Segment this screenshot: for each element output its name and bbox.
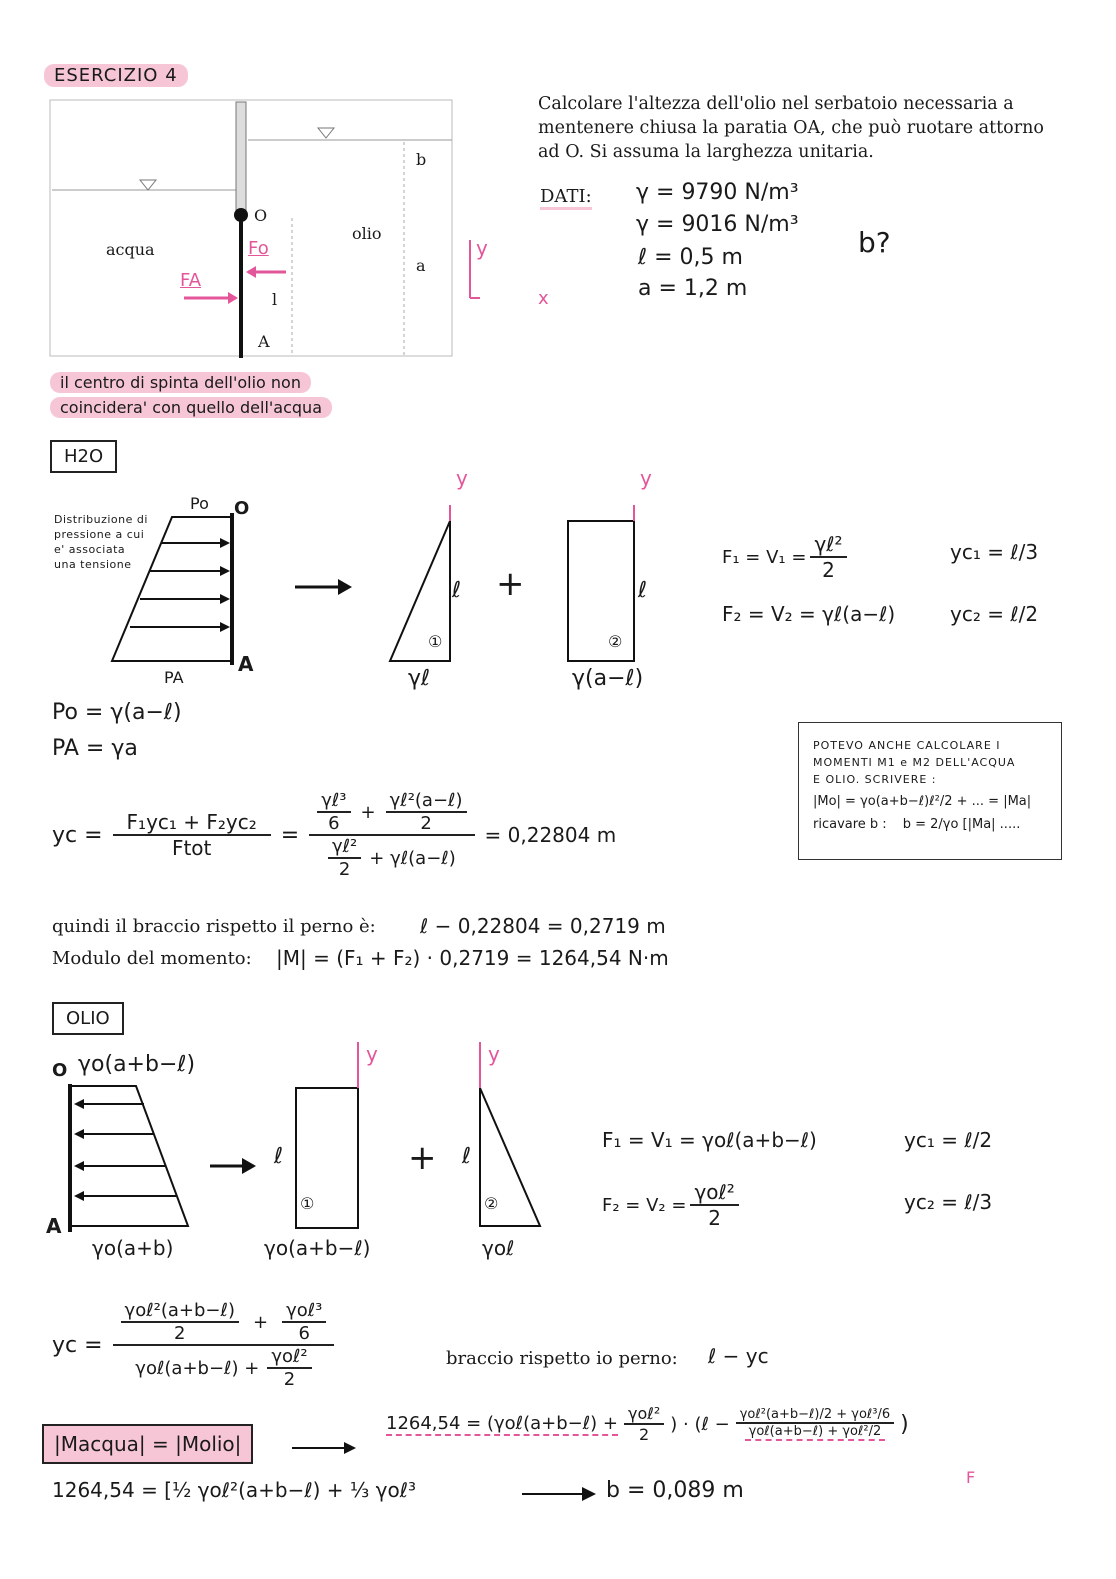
label-PA: PA — [164, 668, 184, 687]
final-F-mark: F — [966, 1468, 976, 1487]
F1-den: 2 — [822, 558, 835, 582]
yc-den: Ftot — [171, 836, 212, 860]
note-line-1: il centro di spinta dell'olio non — [50, 372, 311, 393]
h2o-pressure-diagram — [100, 505, 660, 685]
section-olio-label: OLIO — [52, 1002, 124, 1035]
final-eq-bd: γoℓ(a+b−ℓ) + γoℓ²/2 — [745, 1424, 886, 1441]
label-A: A — [258, 332, 270, 351]
h2o-rect-axis-y: y — [640, 466, 652, 490]
yc-dn: γℓ² — [328, 836, 361, 859]
h2o-yc-formula: yc = $\frac{\text{F₁yc₁ + F₂yc₂}}{\text{Ftot}}$ = $\frac{\text{γℓ³}}{6}$ + $\frac{\text{γℓ²(a−ℓ)}}{2}$ $\frac{\text{γℓ²}}{2}$ + γℓ(a−ℓ) = 0,22804 m — [52, 790, 617, 880]
side-note-eq2: b = 2/γo [|Ma| ..... — [902, 817, 1021, 832]
arrow-2 — [520, 1484, 600, 1504]
problem-text: Calcolare l'altezza dell'olio nel serbatoio necessaria a mentenere chiusa la paratia OA, che può ruotare attorno ad O. Si assuma la larghezza unitaria. — [538, 94, 1044, 162]
side-note-eq1: |Mo| = γo(a+b−ℓ)ℓ²/2 + ... = |Ma| — [813, 794, 1032, 809]
h2o-yc2: yc₂ = ℓ/2 — [950, 602, 1039, 626]
final-equation — [386, 1404, 909, 1444]
F1-num: γℓ² — [810, 532, 846, 558]
yc-n1: γℓ³ — [317, 790, 350, 813]
olio-yc-n2: γoℓ³ — [282, 1300, 326, 1323]
final-equation-2: 1264,54 = [½ γoℓ²(a+b−ℓ) + ⅓ γoℓ³ — [52, 1478, 416, 1502]
label-olio: olio — [352, 224, 382, 243]
dati-l: ℓ = 0,5 m — [638, 245, 743, 270]
yc-dd: 2 — [338, 859, 351, 880]
final-eq-mid: ) · (ℓ − — [670, 1413, 730, 1435]
olio-yc-den-d: 2 — [283, 1369, 296, 1390]
olio-F1: F₁ = V₁ = γoℓ(a+b−ℓ) — [602, 1128, 817, 1152]
yc-d2: 2 — [420, 813, 432, 834]
arrow-1 — [290, 1438, 360, 1458]
label-l: l — [272, 290, 278, 309]
side-note-line-3: E OLIO. SCRIVERE : — [813, 773, 937, 786]
label-O: O — [254, 206, 268, 225]
label-Fa: FA — [180, 270, 202, 291]
olio-F2-lhs: F₂ = V₂ = — [602, 1194, 687, 1216]
olio-F2-den: 2 — [708, 1206, 721, 1230]
final-eq-n: γoℓ² — [624, 1404, 664, 1425]
olio-yc2: yc₂ = ℓ/3 — [904, 1190, 993, 1214]
tri-side-label: ℓ — [452, 578, 462, 603]
olio-yc-lhs: yc = — [52, 1332, 103, 1358]
olio-yc-n1: γoℓ²(a+b−ℓ) — [121, 1300, 239, 1323]
tri-number: ① — [428, 632, 443, 651]
olio-yc-formula: yc = $\frac{\text{γoℓ²(a+b−ℓ)}}{2}$ + $\frac{\text{γoℓ³}}{6}$ γoℓ(a+b−ℓ) + $\frac{\text{γoℓ²}}{2}$ — [52, 1300, 334, 1390]
label-Fo: Fo — [248, 238, 269, 259]
olio-label-O: O — [52, 1060, 68, 1081]
yc-plus: + — [360, 801, 376, 823]
olio-rect-number: ① — [300, 1194, 315, 1213]
olio-bottom-pressure: γo(a+b) — [92, 1236, 174, 1260]
dati-label: DATI: — [540, 186, 592, 210]
olio-top-pressure: γo(a+b−ℓ) — [78, 1052, 196, 1077]
olio-label-A: A — [46, 1214, 62, 1238]
olio-yc-den-n: γoℓ² — [267, 1346, 311, 1369]
caption-line-3: e' associata — [54, 543, 126, 556]
caption-line-1: Distribuzione di — [54, 513, 148, 526]
dati-gamma-water: γ = 9790 N/m³ — [636, 180, 799, 205]
olio-tri-base: γoℓ — [482, 1236, 515, 1260]
section-h2o-label: H2O — [50, 440, 117, 473]
olio-plus-sign: + — [408, 1138, 437, 1178]
axis-x-label: x — [538, 288, 549, 309]
note-center — [50, 372, 332, 418]
olio-tri-side: ℓ — [462, 1144, 472, 1169]
tri-base-label: γℓ — [408, 666, 431, 691]
caption-line-4: una tensione — [54, 558, 132, 571]
label-acqua: acqua — [106, 240, 155, 259]
olio-rect-side: ℓ — [274, 1144, 284, 1169]
final-result: b = 0,089 m — [606, 1478, 744, 1503]
yc-num: F₁yc₁ + F₂yc₂ — [113, 810, 271, 836]
momento-text: Modulo del momento: — [52, 948, 252, 969]
dati-gamma-oil: γ = 9016 N/m³ — [636, 212, 799, 237]
dati-a: a = 1,2 m — [638, 276, 748, 301]
label-a: a — [416, 256, 426, 275]
yc-result: = 0,22804 m — [484, 823, 617, 847]
unknown-b: b? — [858, 226, 891, 259]
final-eq-lhs: 1264,54 = (γoℓ(a+b−ℓ) + — [386, 1412, 618, 1434]
olio-rect-axis-y: y — [366, 1042, 378, 1066]
h2o-yc1: yc₁ = ℓ/3 — [950, 540, 1039, 564]
rect-number: ② — [608, 632, 623, 651]
yc-d1: 6 — [328, 813, 340, 834]
olio-braccio-text: braccio rispetto io perno: — [446, 1348, 678, 1369]
yc-lhs: yc = — [52, 822, 103, 848]
rect-base-label: γ(a−ℓ) — [572, 666, 644, 691]
olio-rect-base: γo(a+b−ℓ) — [264, 1236, 371, 1260]
side-note-box — [798, 722, 1062, 860]
final-eq-bn: γoℓ²(a+b−ℓ)/2 + γoℓ³/6 — [736, 1407, 894, 1424]
axis-y-label: y — [476, 236, 488, 260]
caption-line-2: pressione a cui — [54, 528, 145, 541]
momento-value: |M| = (F₁ + F₂) · 0,2719 = 1264,54 N·m — [276, 946, 669, 970]
final-eq-close: ) — [900, 1411, 909, 1437]
olio-yc-d2: 6 — [298, 1323, 310, 1344]
olio-F2-num: γoℓ² — [690, 1180, 738, 1206]
side-note-line-1: POTEVO ANCHE CALCOLARE I — [813, 739, 1001, 752]
final-eq-d: 2 — [639, 1425, 650, 1444]
rect-side-label: ℓ — [638, 578, 648, 603]
olio-yc-den-a: γoℓ(a+b−ℓ) + — [135, 1357, 260, 1379]
olio-braccio-value: ℓ − yc — [708, 1344, 769, 1368]
side-note-eq2-label: ricavare b : — [813, 817, 887, 832]
note-line-2: coincidera' con quello dell'acqua — [50, 397, 332, 418]
olio-yc-d1: 2 — [174, 1323, 186, 1344]
Po-equation: Po = γ(a−ℓ) — [52, 700, 182, 725]
tank-diagram — [40, 90, 480, 370]
h2o-label-O: O — [234, 498, 250, 519]
h2o-tri-axis-y: y — [456, 466, 468, 490]
plus-sign: + — [496, 564, 525, 604]
F1-lhs: F₁ = V₁ = — [722, 546, 807, 568]
yc-dtail: + γℓ(a−ℓ) — [369, 847, 456, 869]
olio-tri-axis-y: y — [488, 1042, 500, 1066]
label-b: b — [416, 150, 427, 169]
braccio-value: ℓ − 0,22804 = 0,2719 m — [420, 914, 666, 938]
final-equality-box: |Macqua| = |Molio| — [42, 1424, 253, 1464]
side-note-line-2: MOMENTI M1 e M2 DELL'ACQUA — [813, 756, 1016, 769]
h2o-F1 — [722, 532, 847, 582]
olio-tri-number: ② — [484, 1194, 499, 1213]
h2o-F2: F₂ = V₂ = γℓ(a−ℓ) — [722, 602, 896, 626]
exercise-title: ESERCIZIO 4 — [44, 64, 188, 87]
PA-equation: PA = γa — [52, 736, 138, 761]
braccio-text: quindi il braccio rispetto il perno è: — [52, 916, 376, 937]
label-Po: Po — [190, 494, 209, 513]
yc-n2: γℓ²(a−ℓ) — [386, 790, 467, 813]
olio-yc1: yc₁ = ℓ/2 — [904, 1128, 993, 1152]
olio-F2 — [602, 1180, 739, 1230]
h2o-label-A: A — [238, 652, 254, 676]
